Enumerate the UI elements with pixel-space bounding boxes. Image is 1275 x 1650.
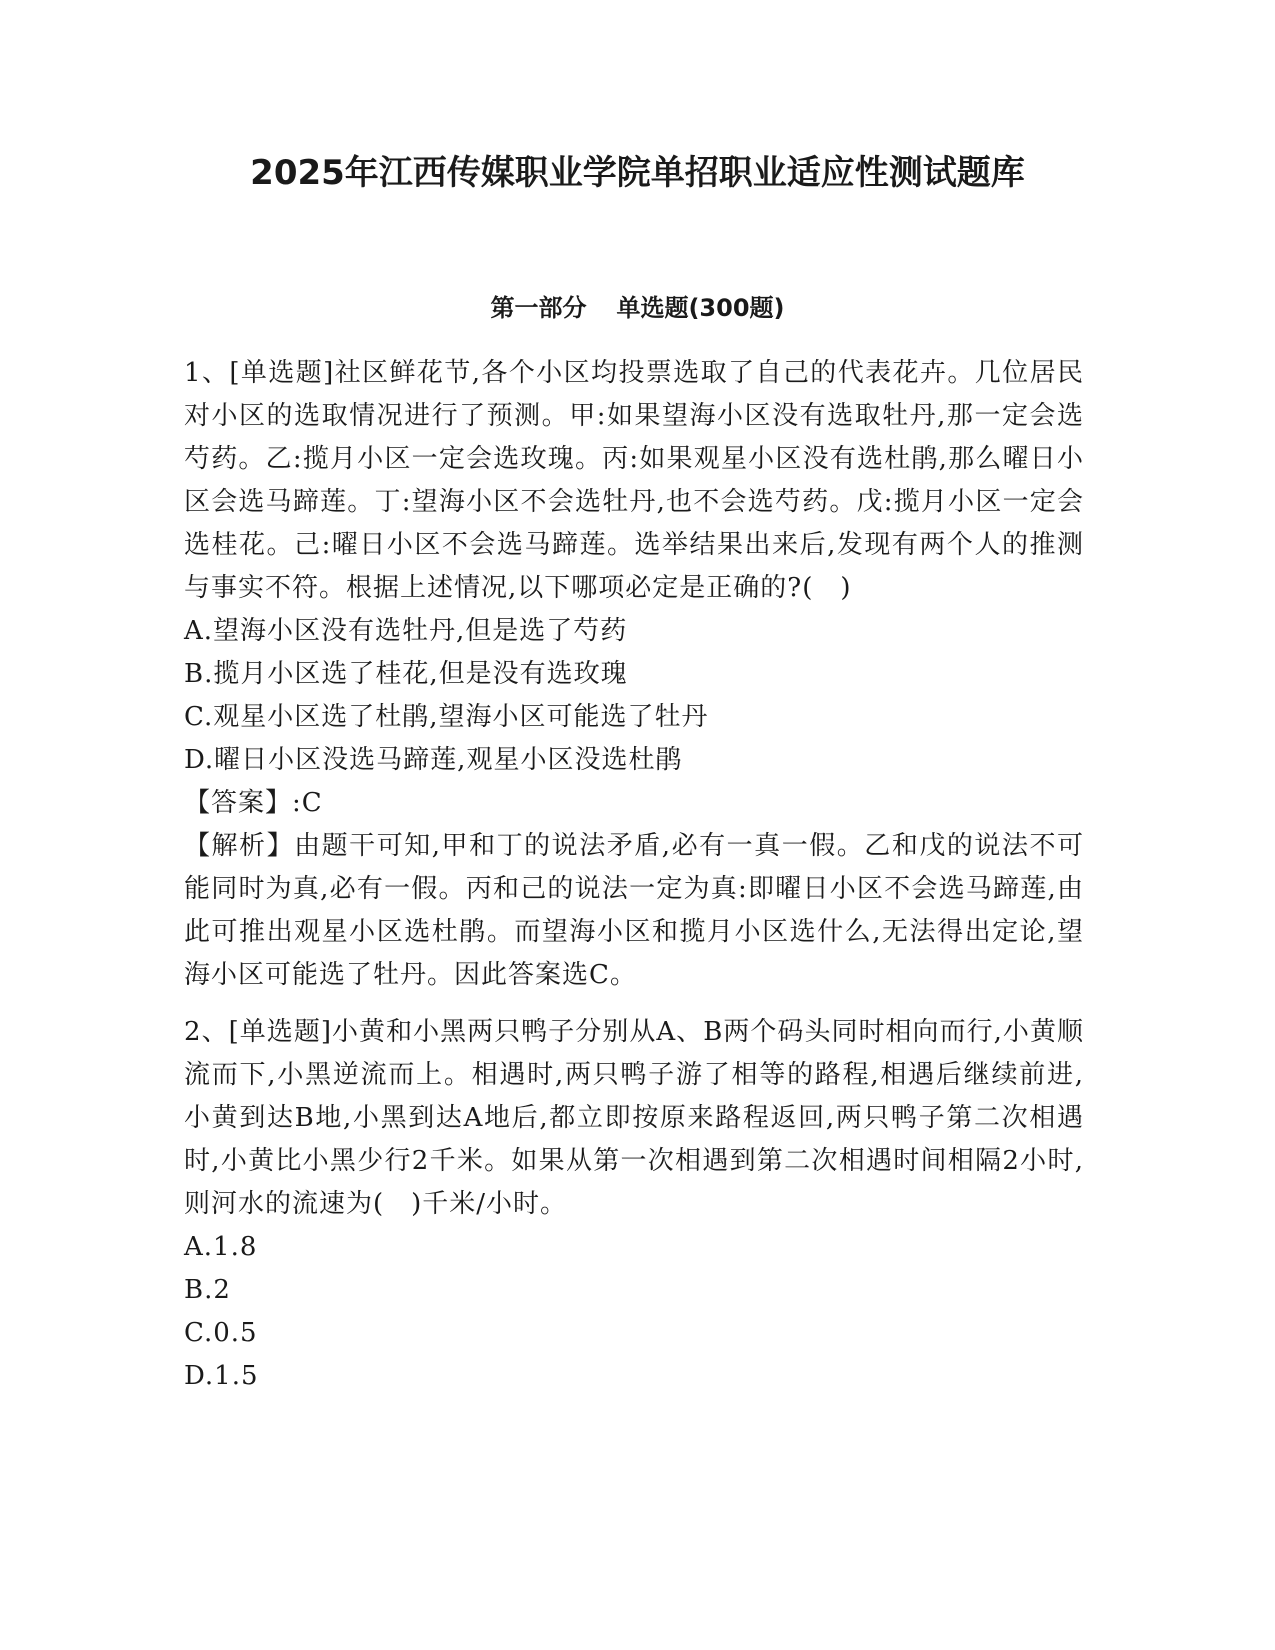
option-c: C.0.5 bbox=[184, 1318, 258, 1348]
option-b: B.2 bbox=[184, 1275, 231, 1305]
option-a: A.望海小区没有选牡丹,但是选了芍药 bbox=[184, 616, 628, 646]
option-d: D.曜日小区没选马蹄莲,观星小区没选杜鹃 bbox=[184, 745, 683, 775]
section-heading bbox=[0, 290, 1275, 326]
document-title: 2025年江西传媒职业学院单招职业适应性测试题库 bbox=[250, 153, 1025, 193]
option-c: C.观星小区选了杜鹃,望海小区可能选了牡丹 bbox=[184, 702, 709, 732]
question-1 bbox=[184, 352, 1084, 997]
analysis-paragraph: 【解析】由题干可知,甲和丁的说法矛盾,必有一真一假。乙和戊的说法不可能同时为真,必有一假。丙和己的说法一定为真:即曜日小区不会选马蹄莲,由此可推出观星小区选杜鹃。而望海小区和揽月小区选什么,无法得出定论,望海小区可能选了牡丹。因此答案选C。 bbox=[184, 831, 1084, 990]
option-b: B.揽月小区选了桂花,但是没有选玫瑰 bbox=[184, 659, 628, 689]
section-part: 第一部分 bbox=[490, 294, 587, 322]
option-a: A.1.8 bbox=[184, 1232, 258, 1262]
section-name: 单选题(300题) bbox=[616, 294, 785, 322]
question-list bbox=[184, 352, 1084, 1398]
question-stem: 1、[单选题]社区鲜花节,各个小区均投票选取了自己的代表花卉。几位居民对小区的选取情况进行了预测。甲:如果望海小区没有选取牡丹,那一定会选芍药。乙:揽月小区一定会选玫瑰。丙:如果观星小区没有选杜鹃,那么曜日小区会选马蹄莲。丁:望海小区不会选牡丹,也不会选芍药。戊:揽月小区一定会选桂花。己:曜日小区不会选马蹄莲。选举结果出来后,发现有两个人的推测与事实不符。根据上述情况,以下哪项必定是正确的?( ) bbox=[184, 358, 1084, 603]
option-d: D.1.5 bbox=[184, 1361, 259, 1391]
question-2 bbox=[184, 1011, 1084, 1398]
answer-line: 【答案】:C bbox=[184, 788, 323, 818]
question-stem: 2、[单选题]小黄和小黑两只鸭子分别从A、B两个码头同时相向而行,小黄顺流而下,小黑逆流而上。相遇时,两只鸭子游了相等的路程,相遇后继续前进,小黄到达B地,小黑到达A地后,都立即按原来路程返回,两只鸭子第二次相遇时,小黄比小黑少行2千米。如果从第一次相遇到第二次相遇时间相隔2小时,则河水的流速为( )千米/小时。 bbox=[184, 1017, 1084, 1219]
